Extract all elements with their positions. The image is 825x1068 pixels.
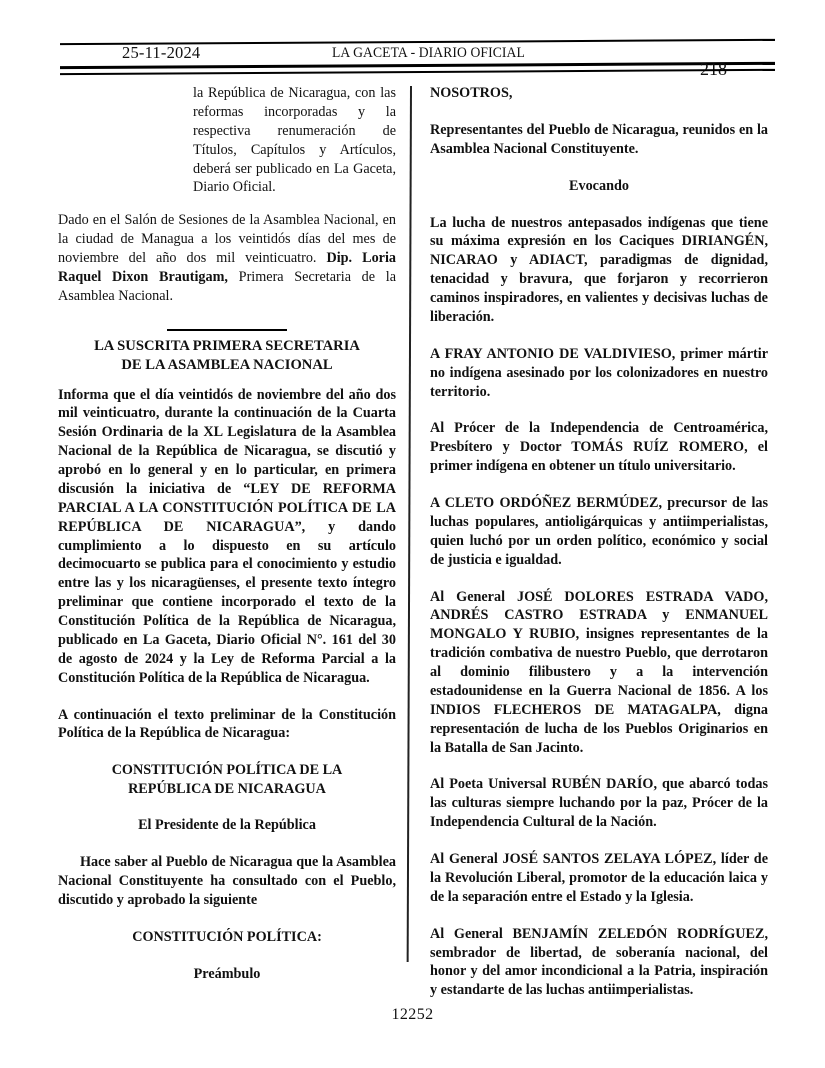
left-column [58, 84, 396, 994]
paragraph-jose-dolores-estrada: Al General JOSÉ DOLORES ESTRADA VADO, ANDRÉS CASTRO ESTRADA y ENMANUEL MONGALO Y RUBIO, insignes representantes de la tradición combativa de nuestro Pueblo, que derrotaron al dominio filibustero y a la intervención estadounidense en la Guerra Nacional de 1856. A los INDIOS FLECHEROS DE MATAGALPA, digna representación de lucha de los Pueblos Originarios en la Batalla de San Jacinto. [430, 588, 768, 756]
spacer [430, 768, 768, 775]
heading-suscrita-primera-secretaria [58, 337, 396, 375]
preambulo-label: Preámbulo [193, 965, 261, 982]
evocando-label: Evocando [569, 177, 629, 194]
masthead-issue-number: 218 [700, 59, 727, 79]
paragraph-valdivieso: A FRAY ANTONIO DE VALDIVIESO, primer mártir no indígena asesinado por los colonizadores en nuestro territorio. [430, 345, 768, 400]
title-line-1: CONSTITUCIÓN POLÍTICA DE LA [111, 762, 343, 779]
representantes-paragraph: Representantes del Pueblo de Nicaragua, reunidos en la Asamblea Nacional Constituyente. [430, 121, 768, 157]
masthead-date: 25-11-2024 [122, 43, 201, 62]
page-masthead [60, 41, 775, 81]
spacer [58, 317, 396, 324]
spacer [430, 114, 768, 121]
dado-paragraph [58, 211, 396, 305]
informa-paragraph: Informa que el día veintidós de noviembre del año dos mil veinticuatro, durante la continuación de la Cuarta Sesión Ordinaria de la XL Legislatura de la Asamblea Nacional de la República de Nicaragua, se discutió y aprobó en lo general y en lo particular, en primera discusión la iniciativa de “LEY DE REFORMA PARCIAL A LA CONSTITUCIÓN POLÍTICA DE LA REPÚBLICA DE NICARAGUA”, y dando cumplimiento a lo dispuesto en su artículo decimocuarto se publica para el conocimiento y estudio entre las y los nicaragüenses, el presente texto íntegro preliminar que contiene incorporado el texto de la Constitución Política de la República de Nicaragua, publicado en La Gaceta, Diario Oficial N°. 161 del 30 de agosto de 2024 y la Ley de Reforma Parcial a la Constitución Política de la República de Nicaragua. [58, 386, 396, 686]
heading-line-2: DE LA ASAMBLEA NACIONAL [121, 356, 333, 373]
title-line-2: REPÚBLICA DE NICARAGUA [128, 780, 326, 797]
masthead-publication-title: LA GACETA - DIARIO OFICIAL [332, 45, 525, 61]
body-columns [0, 84, 825, 999]
dado-text-part-1: Dado en el Salón de Sesiones de la Asamblea Nacional, en la ciudad de Managua a los veintidós días del mes de noviembre del año dos mil veinticuatro. [58, 212, 396, 266]
paragraph-cleto-ordonez: A CLETO ORDÓÑEZ BERMÚDEZ, precursor de las luchas populares, antioligárquicas y antiimperialistas, quien luchó por un orden político, económico y social de justicia e igualdad. [430, 495, 768, 568]
nosotros-label: NOSOTROS, [430, 85, 513, 101]
masthead-row [60, 42, 775, 64]
right-column [430, 84, 768, 1011]
spacer [58, 754, 396, 761]
heading-line-1: LA SUSCRITA PRIMERA SECRETARIA [94, 337, 360, 354]
spacer [430, 412, 768, 419]
paragraph-caciques: La lucha de nuestros antepasados indígenas que tiene su máxima expresión en los Caciques DIRIANGÉN, NICARAO y ADIACT, paradigmas de dignidad, tenacidad y bravura, que forjaron y recorrieron caminos inspiradores, en valientes y decisivas luchas de liberación. [430, 214, 768, 325]
paragraph-ruben-dario: Al Poeta Universal RUBÉN DARÍO, que abarcó todas las culturas siempre luchando por la paz, Prócer de la Independencia Cultural de la Nación. [430, 776, 768, 831]
spacer [430, 843, 768, 850]
section-divider-rule [167, 329, 287, 331]
page-folio-number: 12252 [391, 1006, 434, 1023]
dado-signatory-name: Dip. Loria Raquel Dixon Brautigam, [58, 250, 397, 285]
continuacion-paragraph: A continuación el texto preliminar de la Constitución Política de la República de Nicaragua: [58, 706, 396, 742]
spacer [430, 918, 768, 925]
paragraph-jose-santos-zelaya: Al General JOSÉ SANTOS ZELAYA LÓPEZ, líder de la Revolución Liberal, promotor de la educación laica y de la separación entre el Estado y la Iglesia. [430, 851, 768, 905]
spacer [58, 809, 396, 816]
spacer [58, 921, 396, 928]
spacer [58, 699, 396, 706]
title-constitucion-politica [58, 761, 396, 798]
spacer [430, 487, 768, 494]
constitucion-politica-label: CONSTITUCIÓN POLÍTICA: [132, 928, 322, 945]
spacer [58, 846, 396, 853]
paragraph-benjamin-zeledon: Al General BENJAMÍN ZELEDÓN RODRÍGUEZ, sembrador de libertad, de soberanía nacional, del honor y del amor incondicional a la Patria, inspiración y estandarte de las luchas antiimperialistas. [430, 925, 768, 999]
spacer [430, 338, 768, 345]
paragraph-tomas-ruiz: Al Prócer de la Independencia de Centroamérica, Presbítero y Doctor TOMÁS RUÍZ ROMERO, el primer indígena en obtener un título universitario. [430, 420, 768, 475]
continuation-paragraph: la República de Nicaragua, con las reformas incorporadas y la respectiva renumeración de Títulos, Capítulos y Artículos, deberá ser publicado en La Gaceta, Diario Oficial. [193, 85, 396, 196]
masthead-rule-bottom [60, 69, 775, 75]
dado-text-part-2: Primera Secretaria de la Asamblea Nacional. [58, 268, 397, 304]
column-divider-rule [407, 86, 412, 962]
hace-saber-paragraph: Hace saber al Pueblo de Nicaragua que la Asamblea Nacional Constituyente ha consultado con el Pueblo, discutido y aprobado la siguiente [58, 854, 396, 908]
spacer [58, 958, 396, 965]
spacer [430, 207, 768, 214]
presidente-de-la-republica-line: El Presidente de la República [138, 817, 316, 834]
spacer [430, 170, 768, 177]
spacer [430, 581, 768, 588]
